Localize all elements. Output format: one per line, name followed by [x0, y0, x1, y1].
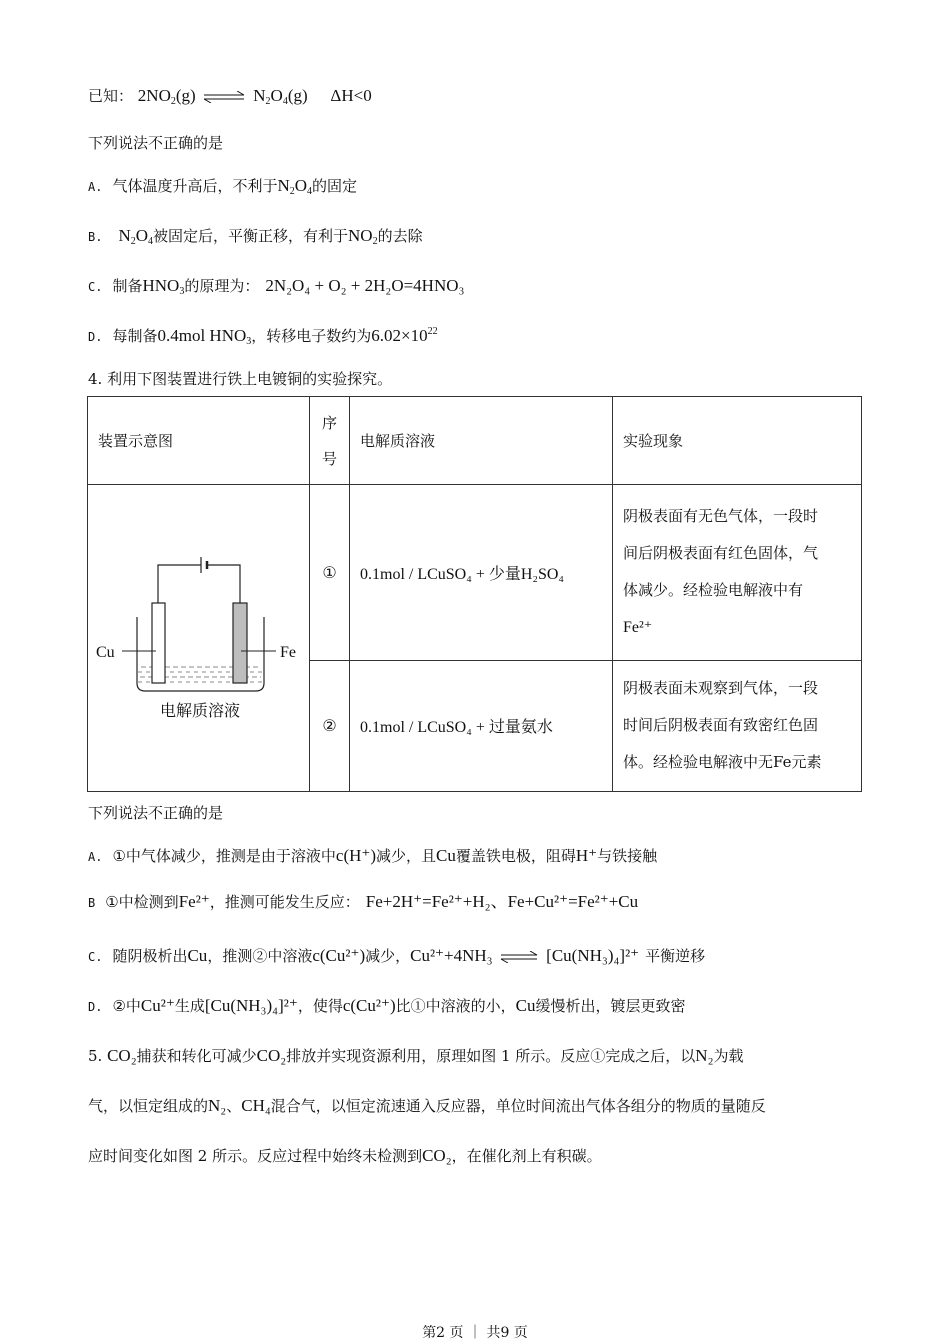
- q3-option-a: A. 气体温度升高后，不利于$N_2O_4$的固定: [88, 176, 358, 197]
- q3-option-c: C. 制备$HNO_3$的原理为： 2N₂O₄ + O₂ + 2H₂O=4HNO₃: [88, 276, 465, 297]
- row1-phenomenon: 阴极表面有无色气体，一段时 间后阴极表面有红色固体，气 体减少。经检验电解液中有 Fe²⁺: [613, 485, 862, 661]
- known-delta-h: ΔH<0: [330, 86, 372, 105]
- cu-electrode: [152, 603, 165, 683]
- q5-line-2: 气，以恒定组成的N₂、CH₄混合气，以恒定流速通入反应器，单位时间流出气体各组分的物质的量随反: [88, 1096, 766, 1115]
- q3-option-b: B. $N_2O_4$被固定后，平衡正移，有利于$NO_2$的去除: [88, 226, 423, 247]
- q4-option-c: C. 随阴极析出Cu，推测②中溶液c(Cu²⁺)减少，Cu²⁺+4NH₃ [Cu(NH₃)₄]²⁺ 平衡逆移: [88, 946, 706, 965]
- known-reactant: $2NO_2(g)$: [137, 86, 196, 107]
- diagram-caption: 电解质溶液: [159, 701, 241, 720]
- row2-phenomenon: 阴极表面未观察到气体，一段 时间后阴极表面有致密红色固 体。经检验电解液中无Fe元素: [613, 660, 862, 791]
- equilibrium-arrow-icon: [499, 951, 539, 963]
- row1-seq: ①: [310, 485, 350, 661]
- row2-seq: ②: [310, 660, 350, 791]
- q5-line-1: 5. CO₂捕获和转化可减少CO₂排放并实现资源利用，原理如图 1 所示。反应①完成之后，以N₂为载: [88, 1046, 744, 1065]
- known-prefix: 已知：: [88, 87, 134, 105]
- q4-option-a: A. ①中气体减少，推测是由于溶液中c(H⁺)减少，且Cu覆盖铁电极，阻碍H⁺与铁接触: [88, 846, 658, 865]
- header-solution: 电解质溶液: [350, 397, 613, 485]
- cu-label: Cu: [96, 644, 115, 661]
- q5-line-3: 应时间变化如图 2 所示。反应过程中始终未检测到CO₂，在催化剂上有积碳。: [88, 1146, 602, 1165]
- electroplating-apparatus: [88, 485, 309, 791]
- row2-solution: 0.1mol / LCuSO₄ + 过量氨水: [350, 660, 613, 791]
- header-phenomenon: 实验现象: [613, 397, 862, 485]
- experiment-table: [87, 396, 862, 792]
- header-diagram: 装置示意图: [88, 397, 310, 485]
- q4-option-d: D. ②中Cu²⁺生成[Cu(NH₃)₄]²⁺，使得c(Cu²⁺)比①中溶液的小，Cu缓慢析出，镀层更致密: [88, 996, 686, 1015]
- table-row: [88, 485, 862, 661]
- fe-label: Fe: [280, 644, 296, 661]
- known-product: $N_2O_4(g)$: [253, 86, 308, 107]
- fe-electrode: [233, 603, 247, 683]
- q4-prompt: 下列说法不正确的是: [88, 804, 224, 822]
- known-equation: [88, 86, 372, 106]
- table-header-row: [88, 397, 862, 485]
- apparatus-cell: [88, 485, 310, 792]
- row1-solution: 0.1mol / LCuSO₄ + 少量H₂SO₄: [350, 485, 613, 661]
- q3-option-d: D. 每制备0.4mol $HNO_3$，转移电子数约为$6.02\times 10^{22}$: [88, 326, 438, 347]
- q4-option-b: B ①中检测到Fe²⁺，推测可能发生反应： Fe+2H⁺=Fe²⁺+H₂、Fe+Cu²⁺=Fe²⁺+Cu: [88, 892, 639, 911]
- page-footer: 第2 页 ｜ 共9 页: [422, 1325, 528, 1341]
- q3-prompt: 下列说法不正确的是: [88, 134, 224, 152]
- header-seq: 序 号: [310, 397, 350, 485]
- equilibrium-arrow-icon: [202, 91, 246, 103]
- q4-title: 4. 利用下图装置进行铁上电镀铜的实验探究。: [88, 370, 393, 388]
